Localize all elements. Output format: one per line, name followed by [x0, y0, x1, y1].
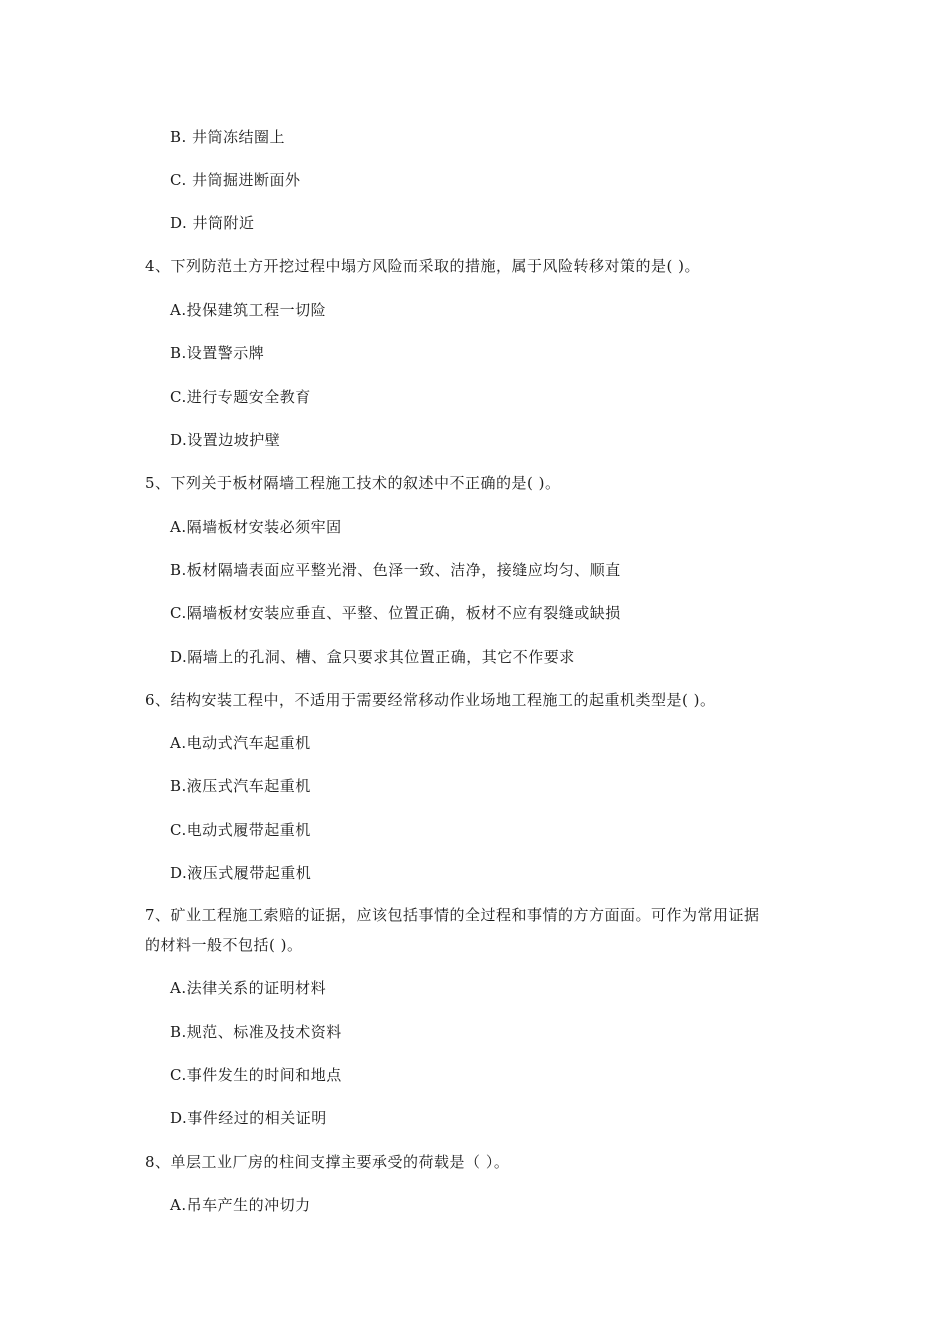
option-3d: D. 井筒附近	[170, 214, 255, 232]
option-5c: C.隔墙板材安装应垂直、平整、位置正确，板材不应有裂缝或缺损	[170, 604, 621, 622]
option-7d: D.事件经过的相关证明	[170, 1109, 327, 1127]
option-6a: A.电动式汽车起重机	[170, 734, 311, 752]
option-3c: C. 井筒掘进断面外	[170, 171, 301, 189]
option-5a: A.隔墙板材安装必须牢固	[170, 518, 342, 536]
option-6b: B.液压式汽车起重机	[170, 777, 311, 795]
option-7b: B.规范、标准及技术资料	[170, 1023, 342, 1041]
option-6c: C.电动式履带起重机	[170, 821, 311, 839]
option-4c: C.进行专题安全教育	[170, 388, 311, 406]
option-4a: A.投保建筑工程一切险	[170, 301, 327, 319]
question-5: 5、下列关于板材隔墙工程施工技术的叙述中不正确的是( )。	[145, 474, 561, 492]
question-8: 8、单层工业厂房的柱间支撑主要承受的荷载是（ ）。	[145, 1153, 510, 1171]
question-7-line-2: 的材料一般不包括( )。	[145, 936, 303, 954]
question-7-line-1: 7、矿业工程施工索赔的证据，应该包括事情的全过程和事情的方方面面。可作为常用证据	[145, 906, 760, 924]
option-4d: D.设置边坡护壁	[170, 431, 281, 449]
option-4b: B.设置警示牌	[170, 344, 265, 362]
option-3b: B. 井筒冻结圈上	[170, 128, 286, 146]
question-6: 6、结构安装工程中，不适用于需要经常移动作业场地工程施工的起重机类型是( )。	[145, 691, 716, 709]
option-7c: C.事件发生的时间和地点	[170, 1066, 342, 1084]
question-4: 4、下列防范土方开挖过程中塌方风险而采取的措施，属于风险转移对策的是( )。	[145, 257, 701, 275]
option-8a: A.吊车产生的冲切力	[170, 1196, 311, 1214]
option-6d: D.液压式履带起重机	[170, 864, 312, 882]
option-7a: A.法律关系的证明材料	[170, 979, 327, 997]
option-5d: D.隔墙上的孔洞、槽、盒只要求其位置正确，其它不作要求	[170, 648, 575, 666]
option-5b: B.板材隔墙表面应平整光滑、色泽一致、洁净，接缝应均匀、顺直	[170, 561, 621, 579]
